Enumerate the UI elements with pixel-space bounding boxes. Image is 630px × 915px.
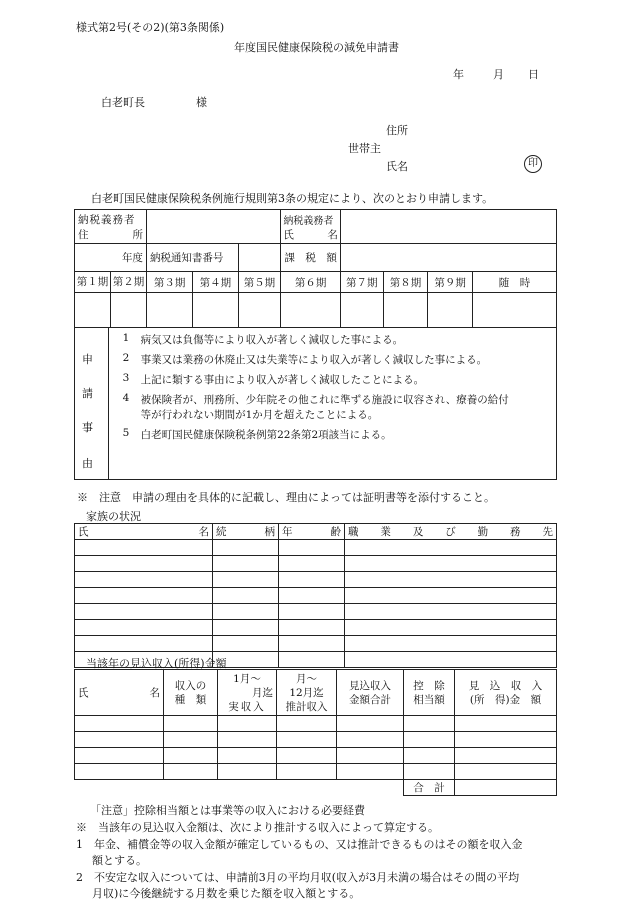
family-header-age: 年 齢 (279, 524, 345, 540)
family-cell[interactable] (279, 620, 345, 636)
tax-amount-label: 課 税 額 (281, 244, 341, 272)
income-header-type: 収入の 種 類 (164, 670, 218, 716)
income-sum-label: 合 計 (404, 780, 455, 796)
footnote-estimate: ※ 当該年の見込収入金額は、次により推計する収入によって算定する。 (76, 821, 439, 834)
income-header-final: 見 込 収 入 (所 得)金 額 (455, 670, 557, 716)
income-sum-field[interactable] (455, 780, 557, 796)
period-header: 第８期 (383, 272, 428, 293)
family-cell[interactable] (213, 604, 279, 620)
family-cell[interactable] (279, 636, 345, 652)
income-cell[interactable] (75, 716, 164, 732)
income-header-estimate: 月～ 12月迄 推計収入 (277, 670, 337, 716)
family-row (75, 588, 557, 604)
income-cell[interactable] (404, 716, 455, 732)
period-amount-group (75, 293, 147, 328)
period-amount-field[interactable] (281, 293, 341, 328)
family-cell[interactable] (279, 540, 345, 556)
family-cell[interactable] (345, 588, 557, 604)
period-header: 第２期 (112, 276, 145, 288)
family-cell[interactable] (345, 540, 557, 556)
caution-note: ※ 注意 申請の理由を具体的に記載し、理由によっては証明書等を添付すること。 (77, 491, 495, 504)
income-sum-spacer (75, 780, 404, 796)
period-header: 第６期 (281, 272, 341, 293)
family-cell[interactable] (75, 604, 213, 620)
family-row (75, 540, 557, 556)
reason-item: 3 上記に類する事由により収入が著しく減収したことによる。 (122, 372, 425, 386)
income-cell[interactable] (404, 748, 455, 764)
family-cell[interactable] (345, 652, 557, 668)
income-cell[interactable] (164, 716, 218, 732)
address-label: 住所 (386, 124, 408, 137)
income-cell[interactable] (404, 732, 455, 748)
family-cell[interactable] (345, 572, 557, 588)
family-cell[interactable] (75, 636, 213, 652)
family-cell[interactable] (213, 636, 279, 652)
family-row (75, 556, 557, 572)
date-day-label: 日 (528, 68, 539, 81)
family-cell[interactable] (345, 604, 557, 620)
period-header: 随 時 (472, 272, 556, 293)
taxpayer-name-label: 納税義務者 氏 名 (281, 210, 341, 244)
income-cell[interactable] (337, 732, 404, 748)
reason-label-char: 請 (82, 387, 93, 400)
income-cell[interactable] (218, 716, 277, 732)
reason-item: 1 病気又は負傷等により収入が著しく減収した事による。 (122, 332, 404, 346)
period-amount-field[interactable] (75, 293, 111, 327)
family-cell[interactable] (279, 572, 345, 588)
income-row (75, 732, 557, 748)
income-cell[interactable] (337, 748, 404, 764)
taxpayer-address-field[interactable] (146, 210, 280, 244)
family-cell[interactable] (279, 604, 345, 620)
income-cell[interactable] (455, 732, 557, 748)
addressee: 白老町長 (101, 96, 145, 109)
reason-label-char: 申 (82, 353, 93, 366)
name-label: 氏名 (386, 160, 408, 173)
date-year-label: 年 (453, 68, 464, 81)
family-row (75, 620, 557, 636)
income-cell[interactable] (337, 764, 404, 780)
income-cell[interactable] (455, 748, 557, 764)
footnote-item-1: 1 年金、補償金等の収入金額が確定しているもの、又は推計できるものはその額を収入金 (76, 838, 523, 851)
family-table (74, 523, 557, 668)
period-amount-field[interactable] (238, 293, 281, 328)
period-amount-field[interactable] (111, 293, 146, 327)
footnote-item-1-cont: 額とする。 (92, 854, 147, 867)
income-cell[interactable] (75, 748, 164, 764)
family-cell[interactable] (279, 652, 345, 668)
income-cell[interactable] (218, 748, 277, 764)
income-cell[interactable] (277, 716, 337, 732)
family-cell[interactable] (75, 588, 213, 604)
family-section-title: 家族の状況 (86, 510, 141, 523)
reason-list (108, 328, 556, 480)
form-number: 様式第2号(その2)(第3条関係) (76, 21, 225, 34)
family-cell[interactable] (213, 556, 279, 572)
period-header: 第３期 (146, 272, 192, 293)
family-cell[interactable] (345, 636, 557, 652)
income-header-total: 見込収入 金額合計 (337, 670, 404, 716)
family-cell[interactable] (213, 572, 279, 588)
tax-year-label: 年度 (75, 244, 147, 272)
footnote-deduction: 「注意」控除相当額とは事業等の収入における必要経費 (90, 804, 365, 817)
notice-number-field[interactable] (238, 244, 281, 272)
income-cell[interactable] (277, 732, 337, 748)
family-row (75, 604, 557, 620)
period-header-group (75, 272, 147, 293)
taxpayer-name-field[interactable] (340, 210, 556, 244)
family-row (75, 636, 557, 652)
family-header-name: 氏 名 (75, 524, 213, 540)
period-amount-field[interactable] (428, 293, 473, 328)
addressee-honorific: 様 (196, 96, 207, 109)
family-cell[interactable] (75, 540, 213, 556)
family-cell[interactable] (75, 572, 213, 588)
income-cell[interactable] (218, 764, 277, 780)
family-header-work: 職 業 及 び 勤 務 先 (345, 524, 557, 540)
period-amount-field[interactable] (340, 293, 383, 328)
notice-number-label: 納税通知書番号 (146, 244, 238, 272)
date-month-label: 月 (493, 68, 504, 81)
income-cell[interactable] (455, 716, 557, 732)
period-header: 第１期 (75, 272, 111, 292)
reason-item-continuation: 等が行われない期間が1か月を超えたことによる。 (140, 409, 379, 421)
period-amount-field[interactable] (146, 293, 192, 328)
income-row (75, 716, 557, 732)
period-header: 第９期 (428, 272, 473, 293)
income-cell[interactable] (164, 732, 218, 748)
family-cell[interactable] (279, 556, 345, 572)
family-cell[interactable] (345, 556, 557, 572)
footnote-item-2-cont: 月収)に今後継続する月数を乗じた額を収入額とする。 (92, 887, 361, 900)
family-cell[interactable] (213, 588, 279, 604)
income-header-actual: 1月～ 月迄 実収入 (218, 670, 277, 716)
page-title: 年度国民健康保険税の減免申請書 (234, 41, 399, 54)
householder-label: 世帯主 (348, 142, 381, 155)
income-cell[interactable] (404, 764, 455, 780)
family-header-relation: 続 柄 (213, 524, 279, 540)
family-cell[interactable] (75, 620, 213, 636)
period-header: 第７期 (340, 272, 383, 293)
seal-mark: 印 (524, 155, 542, 173)
reason-label-char: 由 (82, 457, 93, 470)
income-section-title: 当該年の見込収入(所得)金額 (86, 657, 227, 670)
family-cell[interactable] (213, 540, 279, 556)
family-row (75, 572, 557, 588)
reason-item: 5 白老町国民健康保険税条例第22条第2項該当による。 (122, 427, 392, 441)
period-amount-field[interactable] (193, 293, 238, 328)
income-row (75, 748, 557, 764)
period-header: 第４期 (193, 272, 238, 293)
income-sum-row (75, 780, 557, 796)
income-row (75, 764, 557, 780)
family-cell[interactable] (279, 588, 345, 604)
tax-amount-field[interactable] (340, 244, 556, 272)
reason-item: 2 事業又は業務の休廃止又は失業等により収入が著しく減収した事による。 (122, 352, 488, 366)
period-amount-field[interactable] (383, 293, 428, 328)
application-table (74, 209, 557, 480)
income-cell[interactable] (75, 764, 164, 780)
income-header-deduction: 控 除 相当額 (404, 670, 455, 716)
reason-item: 4 被保険者が、刑務所、少年院その他これに準ずる施設に収容され、療養の給付 (122, 392, 509, 406)
income-table (74, 669, 557, 796)
income-header-name: 氏 名 (75, 670, 164, 716)
income-cell[interactable] (277, 748, 337, 764)
income-cell[interactable] (218, 732, 277, 748)
income-cell[interactable] (277, 764, 337, 780)
family-cell[interactable] (345, 620, 557, 636)
period-amount-field[interactable] (472, 293, 556, 328)
income-cell[interactable] (75, 732, 164, 748)
income-cell[interactable] (164, 748, 218, 764)
income-cell[interactable] (337, 716, 404, 732)
period-header: 第５期 (238, 272, 281, 293)
intro-text: 白老町国民健康保険税条例施行規則第3条の規定により、次のとおり申請します。 (91, 192, 494, 205)
taxpayer-address-label: 納税義務者 住 所 (75, 210, 147, 244)
reason-label-char: 事 (82, 421, 93, 434)
family-cell[interactable] (213, 620, 279, 636)
footnote-item-2: 2 不安定な収入については、申請前3月の平均月収(収入が3月未満の場合はその間の平均 (76, 871, 520, 884)
income-cell[interactable] (455, 764, 557, 780)
income-cell[interactable] (164, 764, 218, 780)
family-cell[interactable] (75, 556, 213, 572)
